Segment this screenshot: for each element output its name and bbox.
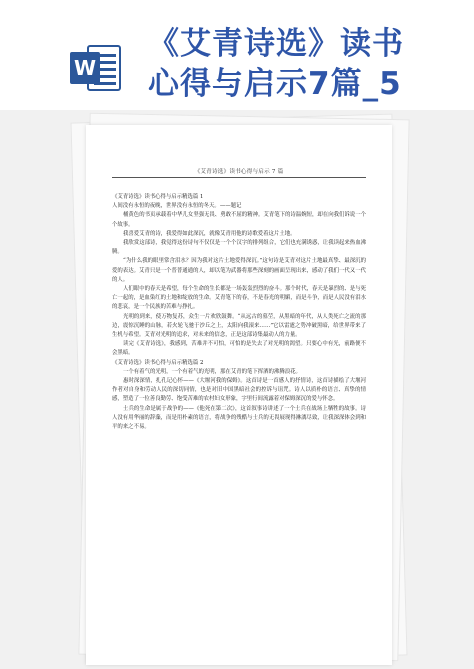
title-line-2: 心得与启示7篇_5: [148, 66, 402, 102]
paragraph: “为什么我的眼里常含泪水？因为我对这片土地爱得深沉。”这句诗是艾青对这片土地最真挚、最深沉的爱的表达。艾青只是一个普普通通的人，却以笔为武器将那些深刻的画面呈现出来，感动了我们一代又一代的人。: [112, 258, 366, 283]
running-header: 《艾青诗选》读书心得与启示 7 篇: [194, 169, 284, 175]
svg-text:W: W: [73, 56, 97, 80]
header: [0, 0, 474, 110]
section-heading: 《艾青诗选》读书心得与启示精选篇 1: [112, 194, 204, 200]
paragraph: 一个有着气的光明，一个有着气的光明，那在艾青的笔下挥洒的沸腾浪花。: [123, 368, 301, 375]
paragraph: 桶黄色的书页承载着中华儿女坚强无畏、勇敢不屈的精神。艾青笔下的诗温婉短，却在向我们诉说一个个故事。: [112, 212, 366, 228]
paragraph: 光明的到来，使万物复苏，众生一片欢欣鼓舞。“从远古的墓茔，从黑暗的年代，从人类死亡之流的那边，震惊沉睡的山脉，若火轮飞驰于沙丘之上，太阳向我滚来……”它以雷霆之势冲破黑暗，给世界带来了生机与希望。艾青对光明的追求，对未来的信念，正是这部诗集最动人的力量。: [112, 313, 366, 339]
page-title: [148, 24, 468, 104]
paragraph: 我欣赏这部诗，我觉得这份诗句不仅仅是一个个汉字的排列组合，它们也充满诱惑，让我读起来热血沸腾。: [112, 240, 366, 256]
paragraph: 读完《艾青诗选》，我感到，苦难并不可怕，可怕的是失去了对光明的渴望。只要心中有光，前路便不会黑暗。: [112, 341, 366, 357]
paragraph: 惠时深深情，扎孔记心怀——《大堰河我的保姆》。这首诗是一首感人的抒情诗，这首诗描绘了大堰河作者对自身和劳动人民的深切同情，也是对旧中国黑暗社会的控诉与诅咒。诗人以质朴的语言、真挚的情感，塑造了一位善良勤劳、饱受苦难的农村妇女形象，字里行间流露着对保姆深沉的爱与怀念。: [112, 378, 366, 403]
title-line-1: 《艾青诗选》读书: [148, 26, 404, 62]
paragraph: 人间没有永恒的夜晚，世界没有永恒的冬天。——题记: [112, 203, 242, 210]
document-body: [112, 193, 366, 432]
paragraph: 我喜爱艾青的诗，我爱得如此深沉，就像艾青用他的诗歌爱着这片土地。: [123, 230, 296, 237]
word-document-icon: [70, 42, 122, 94]
section-heading: 《艾青诗选》读书心得与启示精选篇 2: [112, 359, 204, 366]
header-rule: [112, 177, 366, 178]
document-page[interactable]: [86, 125, 392, 665]
paragraph: 士兵的生命是属于战争的——《他死在第二次》，这首叙事诗讲述了一个士兵在战场上牺牲的故事。诗人没有用华丽的辞藻，而是用朴素的语言，将战争的残酷与士兵的无畏展现得淋漓尽致，让我深深体会到和平的来之不易。: [112, 405, 366, 431]
paragraph: 人们眼中的春天是希望，每个生命的生长都是一场轰轰烈烈的奋斗。那个时代，春天是暴烈的、是与死亡一起的，是血染红的土地和绽放的生命。艾青笔下的春，不是春光的明媚，而是斗争，而是人民没有泪水的悲哀，是一个民族的苦难与挣扎。: [112, 286, 366, 311]
